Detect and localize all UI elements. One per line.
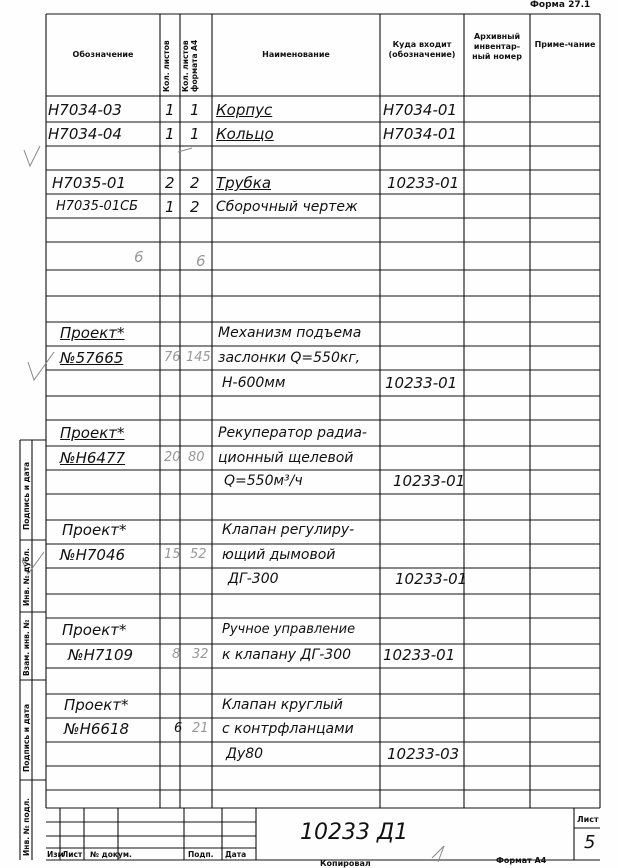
side-label-dup-inv: Инв. № дубл.: [22, 548, 31, 606]
document-code: 10233 Д1: [300, 820, 409, 845]
project-2-name-line-1: Рекуператор радиа-: [218, 425, 367, 441]
project-2-sheets: 20: [164, 450, 181, 465]
row-1-where-used: Н7034-01: [383, 101, 457, 119]
footer-copied: Копировал: [320, 859, 371, 868]
project-1-where-used: 10233-01: [385, 374, 458, 392]
project-1-name-line-3: Н-600мм: [222, 375, 286, 391]
project-4-sheets: 8: [172, 647, 181, 662]
pencil-scribble: [432, 846, 444, 862]
project-1-name-line-2: заслонки Q=550кг,: [218, 350, 361, 366]
project-1-name-line-1: Механизм подъема: [218, 325, 362, 341]
header-sheet-count: Кол. листов: [162, 40, 171, 92]
row-3-sheets: 2: [165, 174, 175, 192]
row-3-where-used: 10233-01: [387, 174, 460, 192]
project-5-sheets: 6: [174, 721, 183, 736]
project-2-name-line-2: ционный щелевой: [218, 450, 354, 466]
row-4-name: Сборочный чертеж: [216, 199, 358, 215]
row-1-a4: 1: [190, 101, 200, 119]
project-3-sheets: 15: [164, 547, 181, 562]
project-4-name-line-2: к клапану ДГ-300: [222, 647, 352, 663]
project-1-a4: 145: [186, 350, 211, 365]
row-1-name: Корпус: [216, 101, 273, 119]
header-where-used: Куда входит (обозначение): [388, 40, 456, 59]
footer-format: Формат А4: [496, 856, 547, 865]
header-a4-count: Кол. листов формата А4: [181, 39, 199, 92]
checkmark-icon: [24, 146, 40, 166]
row-2-where-used: Н7034-01: [383, 125, 457, 143]
row-4-designation: Н7035-01СБ: [56, 199, 139, 214]
row-4-a4: 2: [190, 198, 200, 216]
pencil-stroke: [178, 148, 192, 152]
row-2-sheets: 1: [165, 125, 175, 143]
project-5-label: Проект*: [64, 696, 129, 714]
project-3-name-line-1: Клапан регулиру-: [222, 522, 355, 538]
project-4-number: №Н7109: [68, 646, 134, 664]
side-label-orig-inv: Инв. № подл.: [22, 797, 31, 856]
project-5-where-used: 10233-03: [387, 745, 460, 763]
row-3-a4: 2: [190, 174, 200, 192]
row-2-designation: Н7034-04: [48, 125, 122, 143]
row-3-designation: Н7035-01: [52, 174, 126, 192]
project-1-number: №57665: [60, 349, 124, 367]
project-2-name-line-3: Q=550м³/ч: [224, 473, 303, 489]
project-3-where-used: 10233-01: [395, 570, 468, 588]
subtotal-sheets: 6: [134, 248, 144, 266]
project-2-number: №Н6477: [60, 449, 126, 467]
title-col-sheet: Лист: [62, 850, 83, 859]
header-archive-number: Архивный инвентар-ный номер: [472, 32, 522, 61]
title-col-sign: Подп.: [188, 850, 214, 859]
row-1-sheets: 1: [165, 101, 175, 119]
project-5-number: №Н6618: [64, 720, 130, 738]
project-4-label: Проект*: [62, 621, 127, 639]
project-5-name-line-3: Ду80: [226, 746, 264, 762]
project-3-a4: 52: [190, 547, 207, 562]
project-5-name-line-2: с контрфланцами: [222, 721, 354, 737]
form-label: Форма 27.1: [530, 0, 591, 10]
row-1-designation: Н7034-03: [48, 101, 122, 119]
project-3-number: №Н7046: [60, 546, 126, 564]
project-2-a4: 80: [188, 450, 205, 465]
header-designation: Обозначение: [72, 50, 134, 59]
row-4-sheets: 1: [165, 198, 175, 216]
project-2-label: Проект*: [60, 424, 125, 442]
project-1-label: Проект*: [60, 324, 125, 342]
project-5-a4: 21: [192, 721, 209, 736]
checkmark-icon: [28, 352, 54, 380]
side-label-signature-date-top: Подпись и дата: [22, 461, 31, 530]
project-4-name-line-1: Ручное управление: [222, 622, 356, 637]
title-col-doc: № докум.: [90, 850, 132, 859]
project-3-label: Проект*: [62, 521, 127, 539]
title-sheet-label: Лист: [577, 815, 599, 824]
project-3-name-line-3: ДГ-300: [228, 571, 279, 587]
project-4-a4: 32: [192, 647, 209, 662]
project-5-name-line-1: Клапан круглый: [222, 697, 343, 713]
project-4-where-used: 10233-01: [383, 646, 456, 664]
header-note: Приме-чание: [534, 40, 596, 49]
header-name: Наименование: [262, 50, 330, 59]
row-3-name: Трубка: [216, 174, 272, 192]
title-col-change: Изм: [47, 850, 64, 859]
project-2-where-used: 10233-01: [393, 472, 466, 490]
side-label-signature-date-bottom: Подпись и дата: [22, 703, 31, 772]
subtotal-a4: 6: [196, 252, 206, 270]
row-2-a4: 1: [190, 125, 200, 143]
row-2-name: Кольцо: [216, 125, 274, 143]
project-1-sheets: 76: [164, 350, 181, 365]
project-3-name-line-2: ющий дымовой: [222, 547, 336, 563]
title-col-date: Дата: [225, 850, 247, 859]
side-label-replaced-inv: Взам. инв. №: [22, 619, 31, 676]
title-sheet-number: 5: [584, 832, 596, 853]
